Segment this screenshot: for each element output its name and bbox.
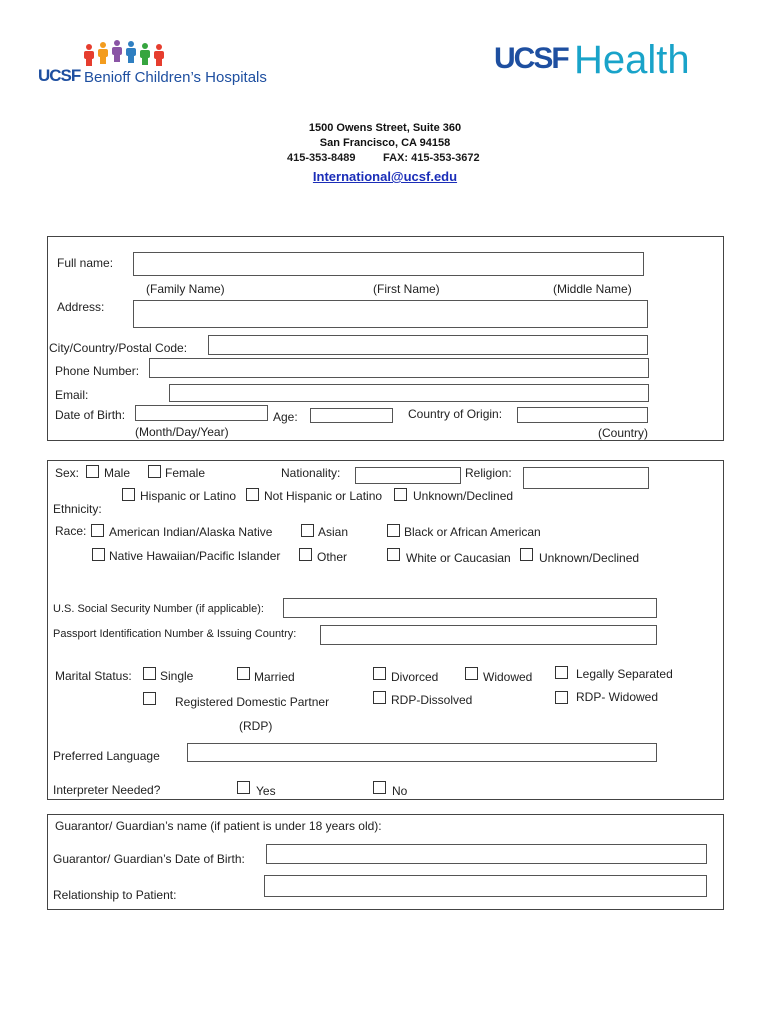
phone-label: Phone Number: [55,364,140,378]
email-input[interactable] [169,384,649,402]
hawaiian-checkbox[interactable] [92,548,105,561]
male-label: Male [104,466,131,480]
nationality-input[interactable] [355,467,461,484]
contact-email-link[interactable]: International@ucsf.edu [312,169,458,184]
full-name-label: Full name: [57,256,114,270]
country-of-origin-label: Country of Origin: [408,407,503,421]
dob-input[interactable] [135,405,268,421]
religion-label: Religion: [465,466,512,480]
american-indian-label: American Indian/Alaska Native [109,525,273,539]
race-label: Race: [55,524,87,538]
divorced-label: Divorced [391,670,439,684]
ethnicity-unknown-label: Unknown/Declined [413,489,514,503]
married-checkbox[interactable] [237,667,250,680]
single-checkbox[interactable] [143,667,156,680]
ethnicity-unknown-checkbox[interactable] [394,488,407,501]
hispanic-label: Hispanic or Latino [140,489,237,503]
other-race-label: Other [317,550,348,564]
contact-phone: 415-353-8489 [287,152,356,164]
rdp-widowed-label: RDP- Widowed [576,690,659,704]
first-name-hint: (First Name) [373,282,440,296]
passport-label: Passport Identification Number & Issuing Country: [53,628,297,640]
age-label: Age: [273,410,298,424]
dob-format-hint: (Month/Day/Year) [135,425,229,439]
ssn-input[interactable] [283,598,657,618]
address-input[interactable] [133,300,648,328]
race-unknown-label: Unknown/Declined [539,551,640,565]
relationship-input[interactable] [264,875,707,897]
guardian-dob-input[interactable] [266,844,707,864]
email-label: Email: [55,388,89,402]
figure-3 [112,40,122,62]
hispanic-checkbox[interactable] [122,488,135,501]
race-unknown-checkbox[interactable] [520,548,533,561]
phone-input[interactable] [149,358,649,378]
white-label: White or Caucasian [406,551,511,565]
benioff-logo [38,38,298,94]
rdp-dissolved-label: RDP-Dissolved [391,693,473,707]
country-of-origin-input[interactable] [517,407,648,423]
other-race-checkbox[interactable] [299,548,312,561]
female-label: Female [165,466,206,480]
nationality-label: Nationality: [281,466,341,480]
relationship-label: Relationship to Patient: [53,888,177,902]
ucsf-wordmark: UCSF [494,42,568,75]
interpreter-no-checkbox[interactable] [373,781,386,794]
female-checkbox[interactable] [148,465,161,478]
ssn-label: U.S. Social Security Number (if applicable): [53,603,264,615]
interpreter-needed-label: Interpreter Needed? [53,783,161,797]
interpreter-yes-label: Yes [256,784,276,798]
religion-input[interactable] [523,467,649,489]
hawaiian-label: Native Hawaiian/Pacific Islander [109,549,281,563]
widowed-label: Widowed [483,670,533,684]
figure-6 [154,44,164,66]
sex-label: Sex: [55,466,80,480]
preferred-language-label: Preferred Language [53,749,160,763]
not-hispanic-label: Not Hispanic or Latino [264,489,383,503]
not-hispanic-checkbox[interactable] [246,488,259,501]
male-checkbox[interactable] [86,465,99,478]
ucsf-health-logo [494,40,724,90]
figure-2 [98,42,108,64]
married-label: Married [254,670,295,684]
preferred-language-input[interactable] [187,743,657,762]
legally-separated-checkbox[interactable] [555,666,568,679]
interpreter-no-label: No [392,784,408,798]
registered-partner-label: Registered Domestic Partner [175,695,330,709]
rdp-widowed-checkbox[interactable] [555,691,568,704]
passport-input[interactable] [320,625,657,645]
full-name-input[interactable] [133,252,644,276]
contact-fax: FAX: 415-353-3672 [383,152,480,164]
registered-partner-checkbox[interactable] [143,692,156,705]
divorced-checkbox[interactable] [373,667,386,680]
rdp-dissolved-checkbox[interactable] [373,691,386,704]
benioff-hospital-name: Benioff Children’s Hospitals [84,69,267,86]
asian-checkbox[interactable] [301,524,314,537]
single-label: Single [160,669,194,683]
widowed-checkbox[interactable] [465,667,478,680]
city-country-postal-label: City/Country/Postal Code: [49,341,188,355]
figure-4 [126,41,136,63]
figure-5 [140,43,150,65]
guardian-dob-label: Guarantor/ Guardian’s Date of Birth: [53,852,245,866]
contact-address-line1: 1500 Owens Street, Suite 360 [308,122,462,134]
benioff-ucsf-wordmark: UCSF [38,66,81,85]
asian-label: Asian [318,525,349,539]
children-figures-icon [84,40,174,66]
black-label: Black or African American [404,525,541,539]
age-input[interactable] [310,408,393,423]
health-wordmark: Health [574,38,690,82]
dob-label: Date of Birth: [55,408,126,422]
american-indian-checkbox[interactable] [91,524,104,537]
legally-separated-label: Legally Separated [576,667,673,681]
guardian-name-label: Guarantor/ Guardian’s name (if patient is under 18 years old): [55,819,382,833]
black-checkbox[interactable] [387,524,400,537]
ethnicity-label: Ethnicity: [53,502,102,516]
family-name-hint: (Family Name) [146,282,225,296]
country-hint: (Country) [598,426,649,440]
contact-address-line2: San Francisco, CA 94158 [319,137,451,149]
figure-1 [84,44,94,66]
white-checkbox[interactable] [387,548,400,561]
middle-name-hint: (Middle Name) [553,282,632,296]
marital-status-label: Marital Status: [55,669,132,683]
rdp-abbrev-label: (RDP) [239,719,273,733]
interpreter-yes-checkbox[interactable] [237,781,250,794]
address-label: Address: [57,300,105,314]
city-country-postal-input[interactable] [208,335,648,355]
